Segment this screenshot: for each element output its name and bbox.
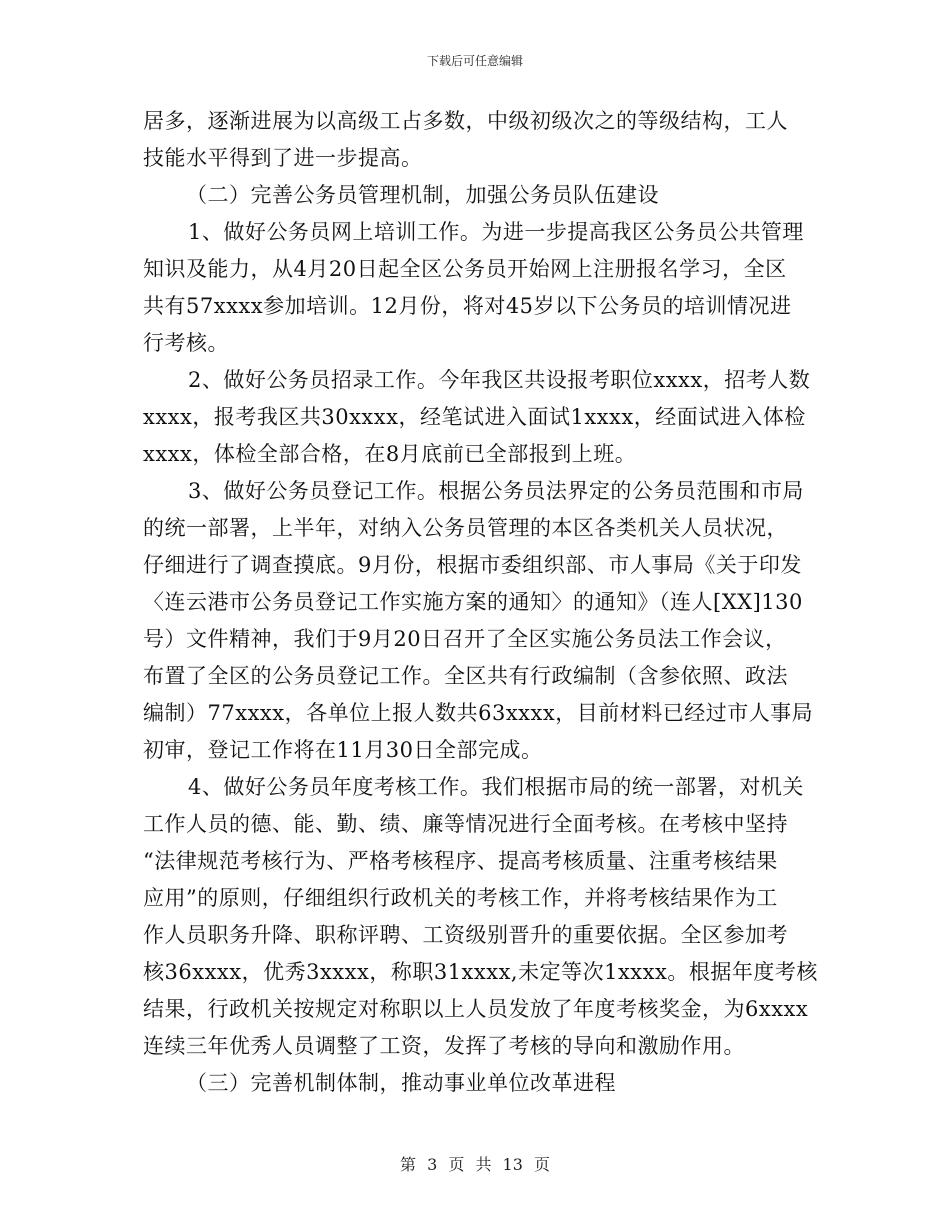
body-text-line: xxxx，体检全部合格，在8月底前已全部报到上班。 xyxy=(143,442,637,466)
body-text-line: 应用”的原则，仔细组织行政机关的考核工作，并将考核结果作为工 xyxy=(143,886,778,910)
body-text-line: 〈连云港市公务员登记工作实施方案的通知〉的通知》（连人[XX]130 xyxy=(143,590,803,614)
body-text-line: 号）文件精神，我们于9月20日召开了全区实施公务员法工作会议， xyxy=(143,627,787,651)
body-text-line: 布置了全区的公务员登记工作。全区共有行政编制（含参依照、政法 xyxy=(143,664,788,688)
body-text-line: 1、做好公务员网上培训工作。为进一步提高我区公务员公共管理 xyxy=(188,220,804,244)
body-text-line: 4、做好公务员年度考核工作。我们根据市局的统一部署，对机关 xyxy=(188,775,804,799)
body-text-line: 3、做好公务员登记工作。根据公务员法界定的公务员范围和市局 xyxy=(188,479,804,503)
body-text-line: 连续三年优秀人员调整了工资，发挥了考核的导向和激励作用。 xyxy=(143,1034,745,1058)
body-text-line: （三）完善机制体制，推动事业单位改革进程 xyxy=(186,1071,616,1095)
page-number-footer: 第 3 页 共 13 页 xyxy=(400,1155,550,1174)
body-text-line: 技能水平得到了进一步提高。 xyxy=(143,146,423,170)
document-body xyxy=(143,103,823,1102)
body-text-line: “法律规范考核行为、严格考核程序、提高考核质量、注重考核结果 xyxy=(143,849,778,873)
page-header: 下载后可任意编辑 xyxy=(426,54,523,68)
body-text-line: 初审，登记工作将在11月30日全部完成。 xyxy=(143,738,543,762)
body-text-line: 2、做好公务员招录工作。今年我区共设报考职位xxxx，招考人数 xyxy=(188,368,811,392)
body-text-line: 作人员职务升降、职称评聘、工资级别晋升的重要依据。全区参加考 xyxy=(143,923,788,947)
body-text-line: 知识及能力，从4月20日起全区公务员开始网上注册报名学习，全区 xyxy=(143,257,787,281)
body-text-line: 仔细进行了调查摸底。9月份，根据市委组织部、市人事局《关于印发 xyxy=(143,553,802,577)
body-text-line: 核36xxxx，优秀3xxxx，称职31xxxx,未定等次1xxxx。根据年度考核 xyxy=(143,960,818,984)
body-text-line: 工作人员的德、能、勤、绩、廉等情况进行全面考核。在考核中坚持 xyxy=(143,812,788,836)
body-text-line: 共有57xxxx参加培训。12月份，将对45岁以下公务员的培训情况进 xyxy=(143,294,792,318)
body-text-line: 结果，行政机关按规定对称职以上人员发放了年度考核奖金，为6xxxx xyxy=(143,997,809,1021)
body-text-line: 行考核。 xyxy=(143,331,229,355)
body-text-line: xxxx，报考我区共30xxxx，经笔试进入面试1xxxx，经面试进入体检 xyxy=(143,405,806,429)
body-text-line: 的统一部署，上半年，对纳入公务员管理的本区各类机关人员状况， xyxy=(143,516,788,540)
body-text-line: 编制）77xxxx，各单位上报人数共63xxxx，目前材料已经过市人事局 xyxy=(143,701,814,725)
body-text-line: （二）完善公务员管理机制，加强公务员队伍建设 xyxy=(186,183,659,207)
body-text-line: 居多，逐渐进展为以高级工占多数，中级初级次之的等级结构，工人 xyxy=(143,109,788,133)
